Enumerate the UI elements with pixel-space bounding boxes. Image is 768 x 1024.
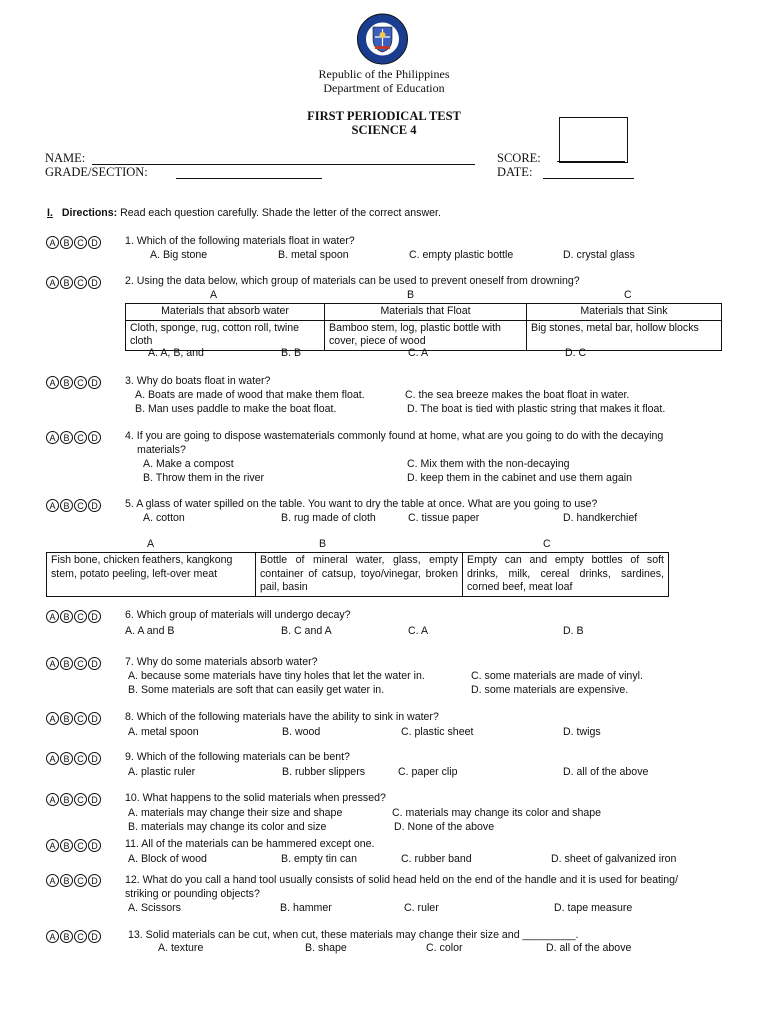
q11-choice-d: D. sheet of galvanized iron <box>551 853 677 865</box>
bubble-c[interactable]: C <box>74 376 87 389</box>
answer-bubbles[interactable] <box>46 499 101 512</box>
bubble-a[interactable]: A <box>46 610 59 623</box>
q13-choice-c: C. color <box>426 942 463 954</box>
q9-choice-b: B. rubber slippers <box>282 766 366 778</box>
q1-choice-c: C. empty plastic bottle <box>409 249 514 261</box>
answer-bubbles[interactable] <box>46 236 101 249</box>
q5-choice-b: B. rug made of cloth <box>281 512 376 524</box>
date-line[interactable] <box>543 178 634 179</box>
bubble-c[interactable]: C <box>74 874 87 887</box>
bubble-d[interactable]: D <box>88 276 101 289</box>
bubble-c[interactable]: C <box>74 610 87 623</box>
bubble-a[interactable]: A <box>46 657 59 670</box>
bubble-b[interactable]: B <box>60 276 73 289</box>
table2-cell-b: Bottle of mineral water, glass, empty container of catsup, toyo/vinegar, broken pail, basin <box>256 553 463 597</box>
q13-choice-d: D. all of the above <box>546 942 632 954</box>
materials-table-1 <box>125 303 722 351</box>
question-10: 10. What happens to the solid materials when pressed? <box>125 792 386 804</box>
question-5: 5. A glass of water spilled on the table. You want to dry the table at once. What are you going to use? <box>125 498 598 510</box>
bubble-a[interactable]: A <box>46 839 59 852</box>
q10-choice-c: C. materials may change its color and shape <box>392 807 602 819</box>
q12-choice-d: D. tape measure <box>554 902 633 914</box>
table2-letter-c: C <box>543 538 551 550</box>
score-line[interactable] <box>557 161 625 162</box>
republic-line: Republic of the Philippines <box>318 67 450 81</box>
q12-choice-a: A. Scissors <box>128 902 181 914</box>
answer-bubbles[interactable] <box>46 431 101 444</box>
question-4: 4. If you are going to dispose wastematerials commonly found at home, what are you going to do with the decaying <box>125 430 664 442</box>
table2-letter-b: B <box>319 538 327 550</box>
table2-cell-a: Fish bone, chicken feathers, kangkong stem, potato peeling, left-over meat <box>47 553 256 597</box>
bubble-c[interactable]: C <box>74 236 87 249</box>
table1-cell-c: Big stones, metal bar, hollow blocks <box>527 320 722 350</box>
table1-header-c: Materials that Sink <box>527 304 722 321</box>
question-13: 13. Solid materials can be cut, when cut, these materials may change their size and _________. <box>128 929 579 941</box>
bubble-b[interactable]: B <box>60 874 73 887</box>
answer-bubbles[interactable] <box>46 752 101 765</box>
table1-header-a: Materials that absorb water <box>126 304 325 321</box>
answer-bubbles[interactable] <box>46 276 101 289</box>
q9-choice-a: A. plastic ruler <box>128 766 196 778</box>
question-4-cont: materials? <box>137 444 186 456</box>
directions <box>47 207 441 219</box>
q13-choice-b: B. shape <box>305 942 347 954</box>
bubble-c[interactable]: C <box>74 839 87 852</box>
q6-choice-a: A. A and B <box>125 625 175 637</box>
bubble-a[interactable]: A <box>46 930 59 943</box>
q13-choice-a: A. texture <box>158 942 204 954</box>
q3-choice-b: B. Man uses paddle to make the boat float. <box>135 403 337 415</box>
q11-choice-a: A. Block of wood <box>128 853 207 865</box>
table1-cell-b: Bamboo stem, log, plastic bottle with cover, piece of wood <box>325 320 527 350</box>
question-9: 9. Which of the following materials can be bent? <box>125 751 350 763</box>
score-label: SCORE: <box>497 151 541 165</box>
bubble-d[interactable]: D <box>88 874 101 887</box>
q4-choice-b: B. Throw them in the river <box>143 472 265 484</box>
q11-choice-b: B. empty tin can <box>281 853 357 865</box>
answer-bubbles[interactable] <box>46 874 101 887</box>
bubble-c[interactable]: C <box>74 793 87 806</box>
bubble-b[interactable]: B <box>60 431 73 444</box>
grade-line[interactable] <box>176 178 322 179</box>
score-box[interactable] <box>559 117 628 163</box>
bubble-b[interactable]: B <box>60 752 73 765</box>
bubble-a[interactable]: A <box>46 874 59 887</box>
bubble-a[interactable]: A <box>46 793 59 806</box>
answer-bubbles[interactable] <box>46 657 101 670</box>
answer-bubbles[interactable] <box>46 793 101 806</box>
date-label: DATE: <box>497 165 533 179</box>
bubble-b[interactable]: B <box>60 793 73 806</box>
subject-title: SCIENCE 4 <box>351 123 417 137</box>
bubble-a[interactable]: A <box>46 752 59 765</box>
bubble-c[interactable]: C <box>74 657 87 670</box>
q7-choice-a: A. because some materials have tiny holes that let the water in. <box>128 670 425 682</box>
q5-choice-c: C. tissue paper <box>408 512 480 524</box>
bubble-d[interactable]: D <box>88 752 101 765</box>
q2-choice-a: A. A, B, and <box>148 347 204 359</box>
bubble-d[interactable]: D <box>88 839 101 852</box>
bubble-b[interactable]: B <box>60 657 73 670</box>
q7-choice-c: C. some materials are made of vinyl. <box>471 670 643 682</box>
question-1: 1. Which of the following materials float in water? <box>125 235 355 247</box>
q8-choice-a: A. metal spoon <box>128 726 199 738</box>
deped-seal <box>345 13 420 65</box>
question-6: 6. Which group of materials will undergo decay? <box>125 609 351 621</box>
answer-bubbles[interactable] <box>46 376 101 389</box>
q4-choice-c: C. Mix them with the non-decaying <box>407 458 570 470</box>
bubble-a[interactable]: A <box>46 276 59 289</box>
q5-choice-d: D. handkerchief <box>563 512 638 524</box>
q6-choice-c: C. A <box>408 625 429 637</box>
bubble-d[interactable]: D <box>88 610 101 623</box>
question-12: 12. What do you call a hand tool usually consists of solid head held on the end of the handle and it is used for beating/ <box>125 874 679 886</box>
table1-letter-a: A <box>210 289 218 301</box>
question-2: 2. Using the data below, which group of materials can be used to prevent oneself from drowning? <box>125 275 580 287</box>
bubble-d[interactable]: D <box>88 376 101 389</box>
bubble-c[interactable]: C <box>74 431 87 444</box>
bubble-d[interactable]: D <box>88 930 101 943</box>
answer-bubbles[interactable] <box>46 839 101 852</box>
answer-bubbles[interactable] <box>46 930 101 943</box>
q6-choice-d: D. B <box>563 625 584 637</box>
q4-choice-a: A. Make a compost <box>143 458 234 470</box>
bubble-d[interactable]: D <box>88 712 101 725</box>
question-7: 7. Why do some materials absorb water? <box>125 656 318 668</box>
bubble-a[interactable]: A <box>46 236 59 249</box>
table2-cell-c: Empty can and empty bottles of soft drinks, milk, cereal drinks, sardines, corned beef, meat loaf <box>463 553 669 597</box>
bubble-b[interactable]: B <box>60 930 73 943</box>
question-3: 3. Why do boats float in water? <box>125 375 271 387</box>
bubble-b[interactable]: B <box>60 610 73 623</box>
q6-choice-b: B. C and A <box>281 625 332 637</box>
question-8: 8. Which of the following materials have the ability to sink in water? <box>125 711 439 723</box>
q3-choice-a: A. Boats are made of wood that make them float. <box>135 389 365 401</box>
materials-table-2 <box>46 552 669 597</box>
bubble-b[interactable]: B <box>60 376 73 389</box>
q1-choice-d: D. crystal glass <box>563 249 635 261</box>
bubble-c[interactable]: C <box>74 276 87 289</box>
bubble-a[interactable]: A <box>46 712 59 725</box>
bubble-d[interactable]: D <box>88 431 101 444</box>
grade-label: GRADE/SECTION: <box>45 165 148 179</box>
q9-choice-d: D. all of the above <box>563 766 649 778</box>
bubble-d[interactable]: D <box>88 793 101 806</box>
department-line: Department of Education <box>323 81 445 95</box>
q12-choice-c: C. ruler <box>404 902 439 914</box>
q3-choice-d: D. The boat is tied with plastic string that makes it float. <box>407 403 666 415</box>
name-label: NAME: <box>45 151 86 165</box>
q7-choice-b: B. Some materials are soft that can easily get water in. <box>128 684 385 696</box>
table1-letter-b: B <box>407 289 415 301</box>
question-12-cont: striking or pounding objects? <box>125 888 260 900</box>
answer-bubbles[interactable] <box>46 712 101 725</box>
table1-letter-c: C <box>624 289 632 301</box>
question-11: 11. All of the materials can be hammered except one. <box>125 838 375 850</box>
directions-text: Read each question carefully. Shade the letter of the correct answer. <box>120 207 441 219</box>
table1-cell-a: Cloth, sponge, rug, cotton roll, twine cloth <box>126 320 325 350</box>
bubble-a[interactable]: A <box>46 431 59 444</box>
q1-choice-b: B. metal spoon <box>278 249 349 261</box>
bubble-a[interactable]: A <box>46 376 59 389</box>
q8-choice-b: B. wood <box>282 726 321 738</box>
bubble-b[interactable]: B <box>60 499 73 512</box>
directions-number: I. <box>47 207 53 219</box>
q10-choice-a: A. materials may change their size and shape <box>128 807 343 819</box>
bubble-c[interactable]: C <box>74 930 87 943</box>
directions-label: Directions: <box>61 207 118 219</box>
bubble-c[interactable]: C <box>74 752 87 765</box>
bubble-a[interactable]: A <box>46 499 59 512</box>
q10-choice-b: B. materials may change its color and size <box>128 821 327 833</box>
q9-choice-c: C. paper clip <box>398 766 458 778</box>
q1-choice-a: A. Big stone <box>150 249 208 261</box>
bubble-b[interactable]: B <box>60 839 73 852</box>
q3-choice-c: C. the sea breeze makes the boat float in water. <box>405 389 630 401</box>
q10-choice-d: D. None of the above <box>394 821 495 833</box>
bubble-b[interactable]: B <box>60 712 73 725</box>
q2-choice-c: C. A <box>408 347 429 359</box>
q4-choice-d: D. keep them in the cabinet and use them again <box>407 472 632 484</box>
bubble-d[interactable]: D <box>88 236 101 249</box>
table2-letter-a: A <box>147 538 155 550</box>
bubble-c[interactable]: C <box>74 499 87 512</box>
q8-choice-c: C. plastic sheet <box>401 726 474 738</box>
bubble-d[interactable]: D <box>88 657 101 670</box>
q12-choice-b: B. hammer <box>280 902 332 914</box>
name-line[interactable] <box>92 164 475 165</box>
q2-choice-b: B. B <box>281 347 302 359</box>
bubble-c[interactable]: C <box>74 712 87 725</box>
test-title: FIRST PERIODICAL TEST <box>307 109 461 123</box>
answer-bubbles[interactable] <box>46 610 101 623</box>
bubble-d[interactable]: D <box>88 499 101 512</box>
table1-header-b: Materials that Float <box>325 304 527 321</box>
q11-choice-c: C. rubber band <box>401 853 472 865</box>
q2-choice-d: D. C <box>565 347 587 359</box>
q8-choice-d: D. twigs <box>563 726 601 738</box>
q7-choice-d: D. some materials are expensive. <box>471 684 629 696</box>
bubble-b[interactable]: B <box>60 236 73 249</box>
q5-choice-a: A. cotton <box>143 512 185 524</box>
